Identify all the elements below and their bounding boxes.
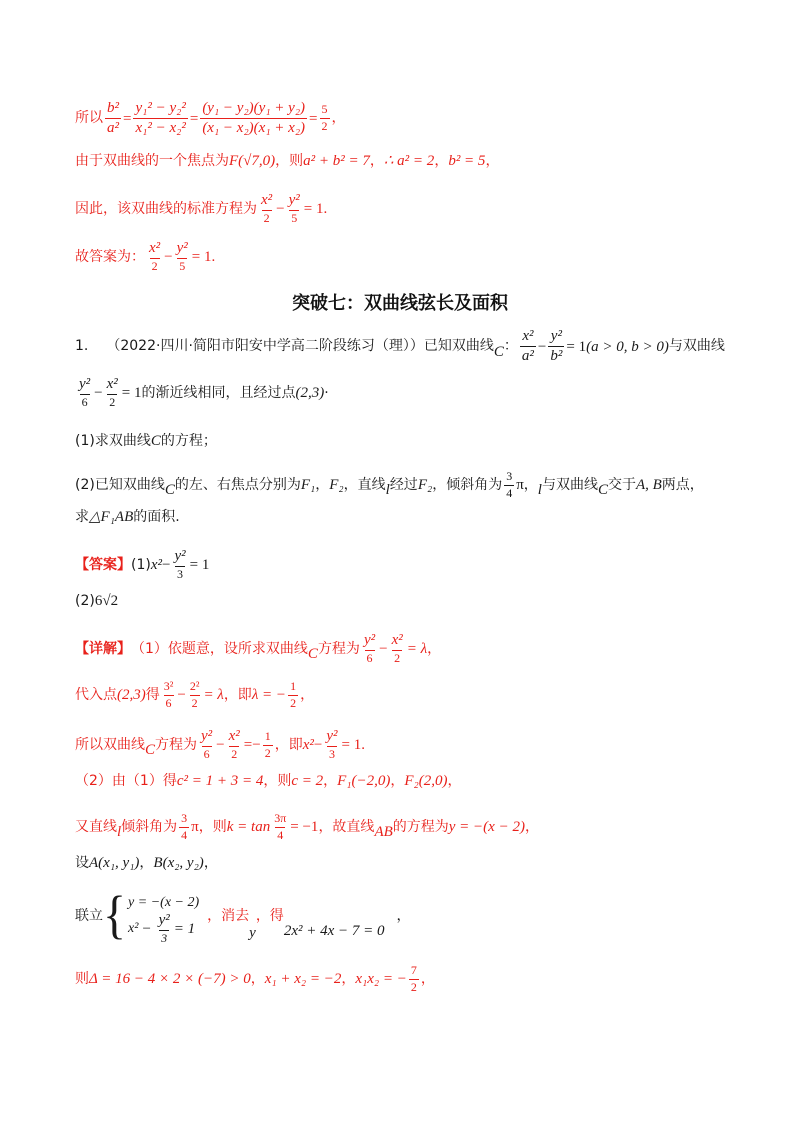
- text: 的渐近线相同，且经过点: [141, 384, 296, 401]
- math: F₁: [300, 477, 316, 494]
- fraction: $\frac{\text{x²}}{2}$: [106, 376, 118, 410]
- line-3: [75, 192, 730, 226]
- text: (1): [131, 556, 151, 573]
- text: 所以: [75, 110, 103, 127]
- detail-line-6: [75, 854, 730, 872]
- text: 则: [75, 970, 89, 987]
- text: ，: [434, 152, 449, 169]
- detail-line-2: [75, 680, 730, 711]
- equals: = 1: [566, 338, 587, 355]
- math: 2x² + 4x − 7 = 0: [283, 923, 385, 939]
- detail-line-7: [75, 886, 730, 946]
- comma: ，: [427, 640, 442, 657]
- math: F₂(2,0): [404, 773, 448, 789]
- math: C: [164, 482, 175, 499]
- text: 因此，该双曲线的标准方程为: [75, 200, 257, 217]
- detail-label: 【详解】: [75, 640, 131, 657]
- fraction: $\frac{\text{y²}}{5}$: [288, 192, 300, 226]
- math: F₁(−2,0): [337, 773, 391, 789]
- minus: −: [164, 249, 173, 266]
- math: Δ = 16 − 4 × 2 × (−7) > 0: [89, 971, 251, 988]
- text: 故答案为：: [75, 248, 145, 265]
- question-line-2: [75, 376, 730, 410]
- equals: = 1.: [341, 737, 365, 754]
- fraction: $\frac{\text{y²}}{6}$: [201, 728, 213, 762]
- comma: ，: [331, 110, 346, 127]
- system-row-1: y = −(x − 2): [128, 894, 200, 910]
- text: (2): [75, 592, 95, 609]
- answer-label: 【答案】: [75, 556, 131, 573]
- math: F(√7,0): [229, 153, 276, 169]
- equals: = 1.: [303, 201, 328, 218]
- fraction: $\frac{\text{y₁² − y₂²}}{\text{x₁² − x₂²}}$: [135, 100, 186, 137]
- minus: −: [379, 641, 388, 658]
- section-heading: 突破七：双曲线弦长及面积: [292, 293, 508, 314]
- math: b² = 5: [448, 153, 486, 169]
- math: x²: [302, 737, 314, 754]
- text: （2）由（1）得: [75, 772, 177, 789]
- text: （2022·四川·简阳市阳安中学高二阶段练习（理））已知双曲线: [106, 338, 494, 355]
- text: ，: [485, 152, 500, 169]
- line-4: [75, 240, 730, 274]
- math: k = tan: [226, 819, 271, 836]
- math: A, B: [635, 477, 662, 494]
- text: ，则: [275, 152, 304, 169]
- fraction: $\frac{\text{y²}}{5}$: [176, 240, 188, 274]
- equals: = 1.: [191, 249, 216, 266]
- text: 又直线: [75, 818, 117, 835]
- text: ，: [523, 476, 538, 493]
- math: l: [117, 824, 122, 841]
- text: ，得: [255, 907, 284, 924]
- text: 方程为: [155, 736, 198, 753]
- comma: ，: [341, 970, 356, 987]
- line-1: [75, 100, 730, 138]
- fraction: $\frac{\text{x²}}{2}$: [261, 192, 273, 226]
- text: 求: [75, 508, 89, 525]
- text: 两点，: [661, 476, 704, 493]
- math: F₂: [329, 477, 344, 494]
- text: 与双曲线: [541, 476, 598, 493]
- text: ，倾斜角为: [432, 476, 503, 493]
- text: ，则: [263, 772, 292, 789]
- comma: ，: [323, 772, 338, 789]
- math: ∴ a² = 2: [383, 153, 435, 169]
- text: ，即: [223, 686, 252, 703]
- equals: =: [123, 110, 132, 127]
- math: y = −(x − 2): [448, 819, 525, 836]
- minus: −: [313, 737, 323, 754]
- math: (2,3): [295, 385, 325, 402]
- math: c = 2: [291, 773, 324, 789]
- math: = −1: [290, 819, 319, 836]
- text: ，: [369, 152, 384, 169]
- minus: −: [177, 687, 186, 704]
- comma: ，: [390, 772, 405, 789]
- text: （1）依题意，设所求双曲线: [131, 640, 308, 657]
- minus: −: [276, 201, 285, 218]
- fraction: $\frac{\text{y²}}{3}$: [174, 548, 186, 582]
- comma: ，: [315, 476, 330, 493]
- math: C: [150, 433, 161, 449]
- text: 与双曲线: [668, 338, 725, 355]
- detail-line-5: [75, 812, 730, 843]
- equals: =: [189, 110, 199, 127]
- math: x₁ + x₂ = −2: [264, 971, 342, 988]
- text: 所以双曲线: [75, 736, 145, 753]
- fraction: $\frac{7}{2}$: [410, 963, 417, 994]
- equals: =: [243, 737, 253, 754]
- text: 的左、右焦点分别为: [174, 476, 301, 493]
- math: x²: [150, 557, 162, 574]
- math: A(x₁, y₁): [89, 855, 140, 871]
- comma: ，: [447, 772, 462, 789]
- math: B(x₂, y₂): [153, 855, 204, 871]
- answer-line-1: [75, 548, 730, 582]
- equation-system: [128, 890, 200, 946]
- comma: ，: [396, 907, 411, 924]
- fraction: $\frac{3}{4}$: [506, 469, 513, 500]
- math: AB: [374, 824, 393, 841]
- fraction: $\frac{5}{2}$: [321, 102, 328, 134]
- pi: π: [516, 477, 524, 494]
- math: c² = 1 + 3 = 4: [176, 773, 264, 789]
- text: ：: [503, 338, 518, 355]
- text: 设: [75, 854, 89, 871]
- equals: =: [309, 110, 318, 127]
- text: 方程为: [317, 640, 360, 657]
- equals: = 1: [121, 385, 142, 402]
- text: 交于: [607, 476, 636, 493]
- math: C: [307, 646, 318, 663]
- fraction: $\frac{\text{y²}}{6}$: [363, 632, 376, 666]
- text: 联立: [75, 907, 103, 924]
- comma: ，: [250, 970, 265, 987]
- answer-line-2: [75, 592, 730, 610]
- detail-line-8: [75, 964, 730, 995]
- math: l: [537, 482, 542, 499]
- fraction: $\frac{\text{x²}}{2}$: [391, 632, 403, 666]
- math: y: [249, 925, 256, 941]
- minus: −: [537, 338, 547, 355]
- math: C: [493, 343, 504, 360]
- fraction: $\frac{\text{x²}}{2}$: [149, 240, 161, 274]
- fraction: $\frac{\text{x²}}{\text{a²}}$: [521, 328, 534, 365]
- text: ，直线: [343, 476, 386, 493]
- math: C: [597, 482, 608, 499]
- fraction: $\frac{1}{2}$: [264, 728, 271, 760]
- text: 的面积.: [133, 508, 180, 525]
- math: = λ: [203, 687, 224, 704]
- text: ，则: [198, 818, 227, 835]
- text: 代入点: [75, 686, 117, 703]
- brace-icon: {: [103, 886, 127, 945]
- math: C: [145, 742, 156, 759]
- math: △F₁AB: [89, 509, 134, 525]
- fraction: $\frac{1}{2}$: [290, 679, 297, 710]
- text: 经过: [389, 476, 418, 493]
- fraction: $\frac{\text{3²}}{6}$: [163, 679, 174, 710]
- minus: −: [162, 557, 171, 574]
- text: ，故直线: [318, 818, 375, 835]
- fraction: $\frac{\text{x²}}{2}$: [228, 728, 240, 762]
- math: a² + b² = 7: [303, 153, 370, 169]
- fraction: $\frac{3\pi}{4}$: [274, 811, 287, 842]
- fraction: $\frac{\text{(y₁ − y₂)(y₁ + y₂)}}{\text{(x₁ − x₂)(x₁ + x₂)}}$: [202, 100, 306, 137]
- math: l: [385, 482, 390, 499]
- math: 6√2: [94, 593, 119, 609]
- math: λ = −: [251, 687, 287, 704]
- math: (a > 0, b > 0): [586, 338, 669, 355]
- minus: −: [94, 385, 103, 402]
- minus: −: [216, 737, 225, 754]
- text: 得: [145, 686, 160, 703]
- detail-line-4: [75, 772, 730, 790]
- comma: ，: [139, 854, 154, 871]
- math: F₂: [417, 477, 433, 494]
- text: 的方程为: [392, 818, 449, 835]
- math: (2,3): [117, 687, 146, 704]
- equals: = 1: [189, 557, 210, 574]
- comma: ，: [203, 854, 218, 871]
- detail-line-1: [75, 632, 730, 666]
- fraction: $\frac{\text{y²}}{3}$: [326, 728, 338, 762]
- part-1: [75, 432, 730, 450]
- text: 倾斜角为: [121, 818, 178, 835]
- text: ，即: [274, 736, 303, 753]
- question-line-1: [75, 328, 730, 366]
- comma: ，: [524, 818, 539, 835]
- pi: π: [191, 819, 199, 836]
- math: = λ: [406, 641, 428, 658]
- fraction: $\frac{\text{b²}}{\text{a²}}$: [107, 100, 119, 137]
- part-2: [75, 470, 730, 501]
- text: ，消去: [207, 907, 250, 924]
- math: x₁x₂ = −: [355, 971, 407, 988]
- fraction: $\frac{\text{y²}}{6}$: [79, 376, 91, 410]
- text: (1)求双曲线: [75, 432, 151, 449]
- text: 的方程；: [160, 432, 217, 449]
- text: (2)已知双曲线: [75, 476, 165, 493]
- dot: ·: [324, 384, 329, 401]
- comma: ，: [420, 970, 435, 987]
- system-row-2: x² − $\frac{\text{y²}}{3}$ = 1: [128, 911, 196, 946]
- fraction: $\frac{\text{y²}}{\text{b²}}$: [550, 328, 563, 365]
- fraction: $\frac{3}{4}$: [181, 811, 188, 842]
- line-2: [75, 152, 730, 170]
- part-2-cont: [75, 508, 730, 526]
- question-number: 1.: [75, 338, 89, 355]
- minus: −: [252, 737, 261, 754]
- fraction: $\frac{\text{2²}}{2}$: [189, 679, 200, 710]
- comma: ，: [300, 686, 315, 703]
- text: 由于双曲线的一个焦点为: [75, 152, 229, 169]
- detail-line-3: [75, 728, 730, 762]
